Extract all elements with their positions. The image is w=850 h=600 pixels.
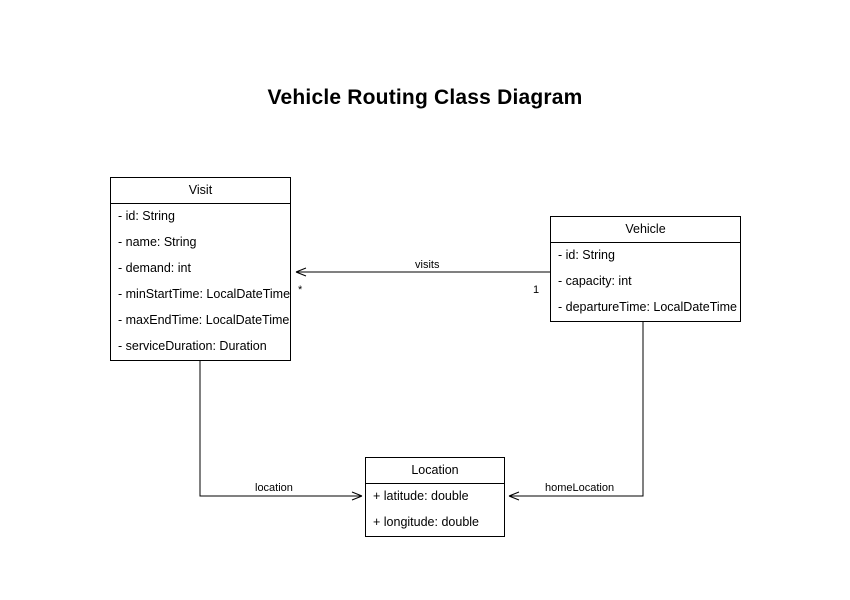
attribute-row: - name: String: [118, 235, 197, 249]
class-box-vehicle[interactable]: [550, 216, 741, 322]
attribute-row: - demand: int: [118, 261, 191, 275]
class-name-location: Location: [366, 458, 504, 484]
class-name-vehicle: Vehicle: [551, 217, 740, 243]
attribute-row: + longitude: double: [373, 515, 479, 529]
page-title: Vehicle Routing Class Diagram: [267, 86, 583, 109]
edge-visit-location: [200, 358, 362, 496]
attribute-list-vehicle: [551, 243, 740, 321]
attribute-list-location: [366, 484, 504, 536]
attribute-list-visit: [111, 204, 290, 360]
attribute-row: - id: String: [558, 248, 615, 262]
attribute-row: - id: String: [118, 209, 175, 223]
edge-vehicle-homelocation: [509, 321, 643, 496]
attribute-row: - capacity: int: [558, 274, 632, 288]
attribute-row: + latitude: double: [373, 489, 469, 503]
attribute-row: - departureTime: LocalDateTime: [558, 300, 738, 314]
edge-label-homelocation: homeLocation: [545, 482, 615, 494]
edge-label-location: location: [255, 482, 293, 494]
attribute-row: - minStartTime: LocalDateTime: [118, 287, 290, 301]
edge-multiplicity-visit-side: *: [298, 284, 303, 296]
edge-label-visits: visits: [415, 259, 440, 271]
class-box-visit[interactable]: [110, 177, 291, 361]
class-box-location[interactable]: [365, 457, 505, 537]
attribute-row: - maxEndTime: LocalDateTime: [118, 313, 290, 327]
edge-multiplicity-vehicle-side: 1: [533, 284, 540, 296]
class-name-visit: Visit: [111, 178, 290, 204]
attribute-row: - serviceDuration: Duration: [118, 339, 267, 353]
